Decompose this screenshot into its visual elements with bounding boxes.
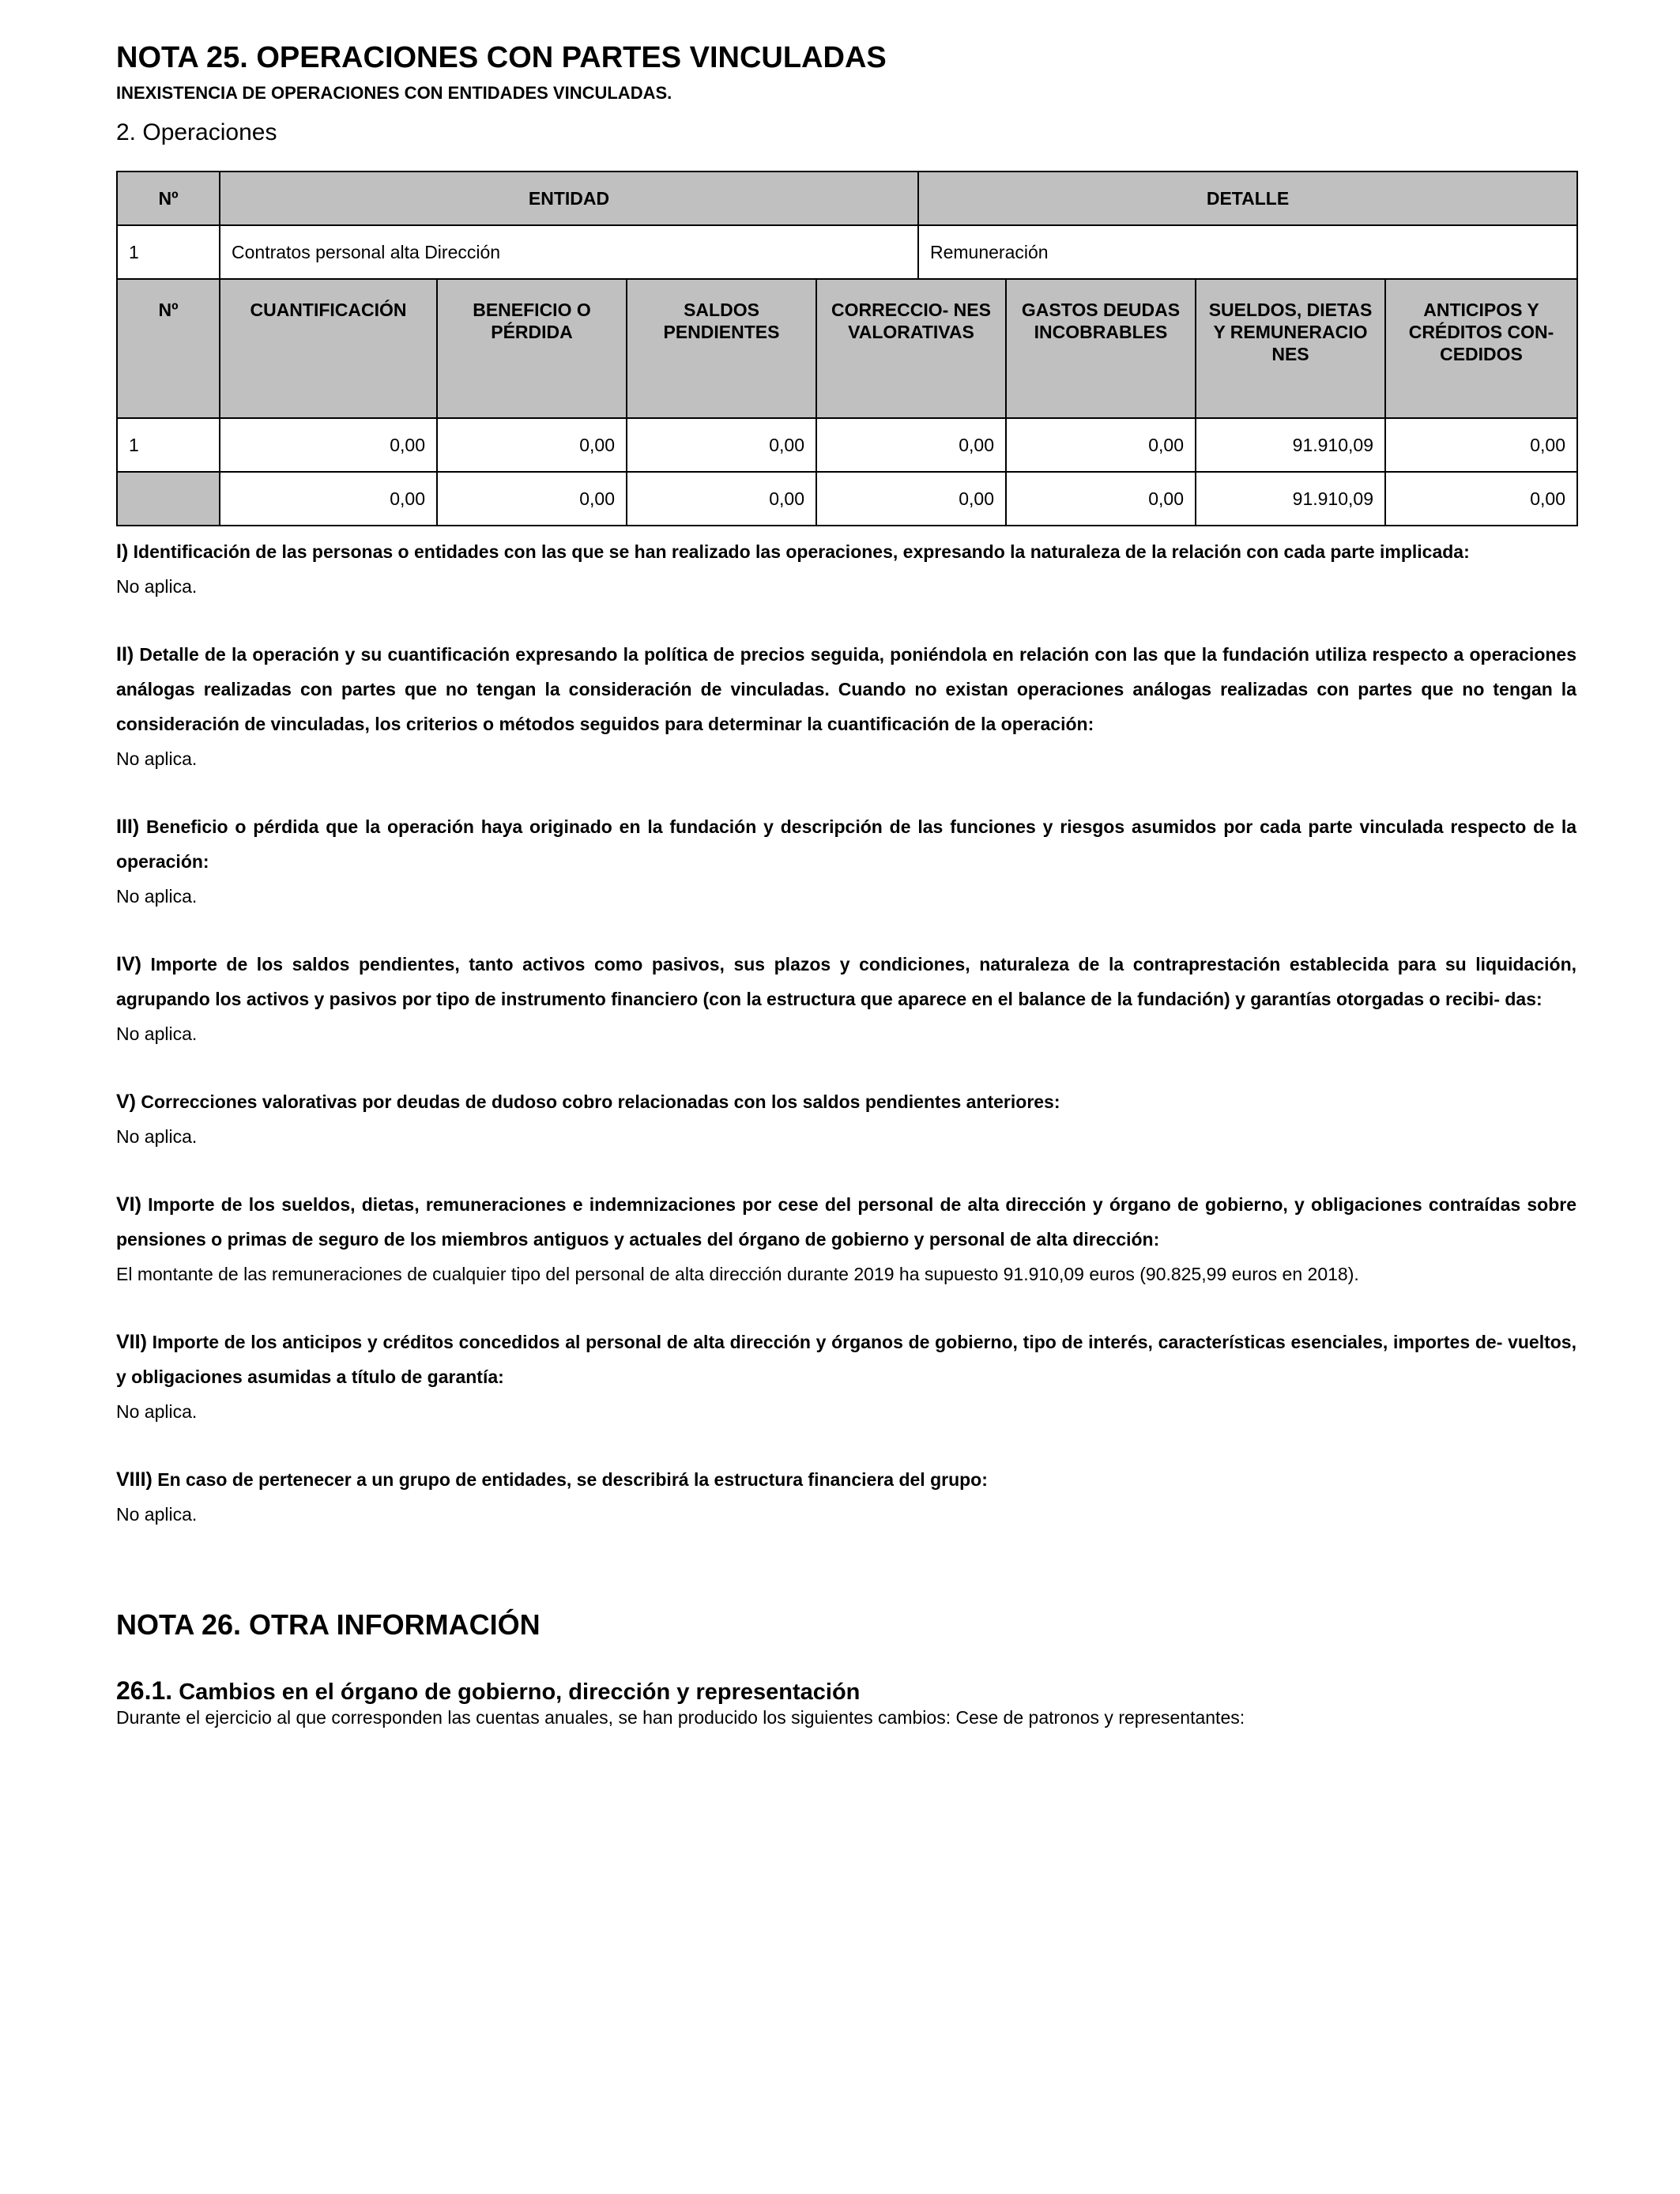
- item-question: Correcciones valorativas por deudas de dudoso cobro relacionadas con los saldos pendientes anteriores:: [141, 1091, 1060, 1112]
- entity-table: [116, 171, 1578, 280]
- item-question: Identificación de las personas o entidades con las que se han realizado las operaciones, expresando la naturaleza de la relación con cada parte implicada:: [133, 541, 1470, 562]
- header-entidad: ENTIDAD: [220, 172, 918, 225]
- cell-num: 1: [117, 225, 220, 279]
- item-numeral: II): [116, 643, 134, 665]
- cell-value: 0,00: [220, 418, 437, 472]
- page-subtitle: INEXISTENCIA DE OPERACIONES CON ENTIDADES VINCULADAS.: [116, 83, 672, 103]
- item-answer: No aplica.: [116, 1401, 198, 1422]
- item-numeral: VI): [116, 1193, 141, 1216]
- cell-num: 1: [117, 418, 220, 472]
- header-correcciones: CORRECCIO- NES VALORATIVAS: [816, 279, 1006, 418]
- header-sueldos: SUELDOS, DIETAS Y REMUNERACIO NES: [1196, 279, 1385, 418]
- item-numeral: VIII): [116, 1468, 153, 1491]
- cell-value: 0,00: [627, 472, 816, 526]
- subheading-title: Cambios en el órgano de gobierno, dirección y representación: [179, 1679, 861, 1705]
- note26-title: NOTA 26. OTRA INFORMACIÓN: [116, 1608, 541, 1641]
- cell-value: 0,00: [1385, 472, 1577, 526]
- cell-value: 0,00: [437, 472, 627, 526]
- item-question: Detalle de la operación y su cuantificación expresando la política de precios seguida, poniéndola en relación con las que la fundación utiliza respecto a operaciones análogas realizadas con partes que no tengan la consideración de vinculadas. Cuando no existan operaciones análogas realizadas con partes que no tengan la consideración de vinculadas, los criterios o métodos seguidos para determinar la cuantificación de la operación:: [116, 644, 1577, 734]
- item-question: Beneficio o pérdida que la operación haya originado en la fundación y descripción de las funciones y riesgos asumidos por cada parte vinculada respecto de la operación:: [116, 816, 1576, 872]
- item-numeral: III): [116, 816, 140, 838]
- header-num: Nº: [117, 172, 220, 225]
- section-label: 2. Operaciones: [116, 119, 277, 145]
- item-answer: No aplica.: [116, 748, 198, 769]
- item-numeral: IV): [116, 953, 141, 975]
- header-anticipos: ANTICIPOS Y CRÉDITOS CON- CEDIDOS: [1385, 279, 1577, 418]
- cell-value: 0,00: [1006, 418, 1196, 472]
- item-vii: [116, 1325, 1576, 1429]
- item-v: [116, 1084, 1576, 1154]
- item-answer: No aplica.: [116, 1126, 198, 1147]
- cell-value: 0,00: [816, 418, 1006, 472]
- item-answer: No aplica.: [116, 576, 198, 597]
- header-num: Nº: [117, 279, 220, 418]
- cell-value: 91.910,09: [1196, 418, 1385, 472]
- item-question: Importe de los sueldos, dietas, remuneraciones e indemnizaciones por cese del personal de alta dirección y órgano de gobierno, y obligaciones contraídas sobre pensiones o primas de seguro de los miembros antiguos y actuales del órgano de gobierno y personal de alta dirección:: [116, 1194, 1576, 1250]
- item-answer: No aplica.: [116, 886, 198, 907]
- cell-value: 0,00: [1385, 418, 1577, 472]
- cell-value: 0,00: [627, 418, 816, 472]
- item-iii: [116, 809, 1576, 914]
- cell-value: 0,00: [1006, 472, 1196, 526]
- item-answer: No aplica.: [116, 1504, 198, 1525]
- item-numeral: I): [116, 541, 129, 563]
- note26-text: Durante el ejercicio al que corresponden las cuentas anuales, se han producido los siguientes cambios: Cese de patronos y representantes:: [116, 1707, 1245, 1728]
- item-question: Importe de los anticipos y créditos concedidos al personal de alta dirección y órganos de gobierno, tipo de interés, características esenciales, importes de- vueltos, y obligaciones asumidas a título de garantía:: [116, 1332, 1576, 1387]
- document-page: [116, 40, 1576, 1729]
- header-beneficio: BENEFICIO O PÉRDIDA: [437, 279, 627, 418]
- cell-detalle: Remuneración: [918, 225, 1577, 279]
- item-answer: El montante de las remuneraciones de cualquier tipo del personal de alta dirección durante 2019 ha supuesto 91.910,09 euros (90.825,99 euros en 2018).: [116, 1264, 1359, 1284]
- header-saldos: SALDOS PENDIENTES: [627, 279, 816, 418]
- header-gastos: GASTOS DEUDAS INCOBRABLES: [1006, 279, 1196, 418]
- cell-num: [117, 472, 220, 526]
- quantification-table: [116, 278, 1578, 526]
- item-iv: [116, 947, 1576, 1051]
- cell-value: 91.910,09: [1196, 472, 1385, 526]
- item-numeral: V): [116, 1091, 136, 1113]
- item-numeral: VII): [116, 1331, 147, 1353]
- note26-subheading: [116, 1677, 1576, 1706]
- item-question: En caso de pertenecer a un grupo de entidades, se describirá la estructura financiera del grupo:: [157, 1469, 988, 1490]
- page-title: NOTA 25. OPERACIONES CON PARTES VINCULADAS: [116, 41, 887, 74]
- header-cuantificacion: CUANTIFICACIÓN: [220, 279, 437, 418]
- cell-value: 0,00: [220, 472, 437, 526]
- subheading-number: 26.1.: [116, 1676, 173, 1705]
- item-question: Importe de los saldos pendientes, tanto activos como pasivos, sus plazos y condiciones, naturaleza de la contraprestación establecida para su liquidación, agrupando los activos y pasivos por tipo de instrumento financiero (con la estructura que aparece en el balance de la fundación) y garantías otorgadas o recibi- das:: [116, 954, 1577, 1009]
- item-ii: [116, 637, 1576, 776]
- cell-entidad: Contratos personal alta Dirección: [220, 225, 918, 279]
- item-vi: [116, 1187, 1576, 1291]
- cell-value: 0,00: [816, 472, 1006, 526]
- cell-value: 0,00: [437, 418, 627, 472]
- header-detalle: DETALLE: [918, 172, 1577, 225]
- item-viii: [116, 1462, 1576, 1532]
- table-total-row: [117, 472, 1577, 526]
- table-row: [117, 418, 1577, 472]
- item-answer: No aplica.: [116, 1023, 198, 1044]
- item-i: [116, 534, 1576, 604]
